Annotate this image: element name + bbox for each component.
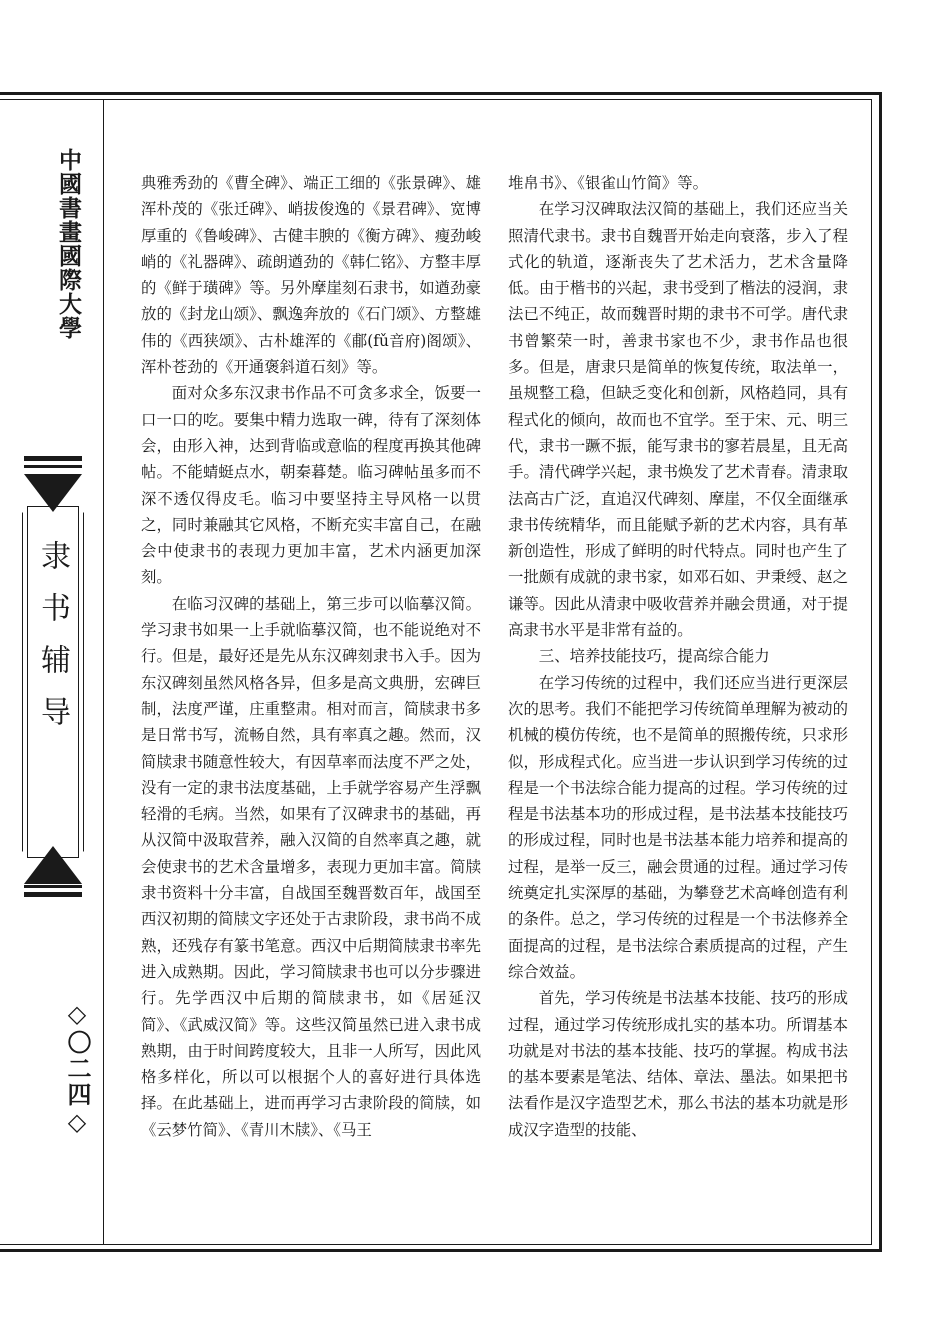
sidebar-divider	[103, 99, 104, 1245]
ornament-bar-top-thin	[24, 465, 82, 468]
section-heading: 三、培养技能技巧，提高综合能力	[538, 647, 770, 666]
paragraph: 典雅秀劲的《曹全碑》、端正工细的《张景碑》、雄浑朴茂的《张迁碑》、峭拔俊逸的《景君碑》、宽博厚重的《鲁峻碑》、古健丰腴的《衡方碑》、瘦劲峻峭的《礼器碑》、疏朗遒劲的《韩仁铭》、方整丰厚的《鲜于璜碑》等。另外摩崖刻石隶书，如遒劲豪放的《封龙山颂》、飘逸奔放的《石门颂》、方整雄伟的《西狭颂》、古朴雄浑的《郙(fǔ音府)阁颂》、浑朴苍劲的《开通褒斜道石刻》等。	[141, 174, 481, 377]
paragraph: 在学习传统的过程中，我们还应当进行更深层次的思考。我们不能把学习传统简单理解为被动的机械的模仿传统，也不是简单的照搬传统，只求形似，形成程式化。应当进一步认识到学习传统的过程是一个书法综合能力提高的过程。学习传统的过程是书法基本功的形成过程，是书法基本技能技巧的形成过程，同时也是书法基本能力培养和提高的过程，是举一反三，融会贯通的过程。通过学习传统奠定扎实深厚的基础，为攀登艺术高峰创造有利的条件。总之，学习传统的过程是一个书法修养全面提高的过程，是书法综合素质提高的过程，产生综合效益。	[508, 673, 848, 981]
ornament-bar-bottom-thin	[24, 885, 82, 888]
ornament-triangle-bottom	[24, 846, 82, 884]
paragraph: 面对众多东汉隶书作品不可贪多求全，饭要一口一口的吃。要集中精力选取一碑，待有了深刻体会，由形入神，达到背临或意临的程度再换其他碑帖。不能蜻蜓点水，朝秦暮楚。临习碑帖虽多而不深不透仅得皮毛。临习中要坚持主导风格一以贯之，同时兼融其它风格，不断充实丰富自己，在融会中使隶书的表现力更加丰富，艺术内涵更加深刻。	[141, 384, 481, 587]
page-number: ◇〇二四◇	[63, 1000, 91, 1138]
paragraph: 首先，学习传统是书法基本技能、技巧的形成过程，通过学习传统形成扎实的基本功。所谓基本功就是对书法的基本技能、技巧的掌握。构成书法的基本要素是笔法、结体、章法、墨法。如果把书法看作是汉字造型艺术，那么书法的基本功就是形成汉字造型的技能、	[508, 989, 848, 1139]
text-column-left	[141, 170, 481, 1143]
ornament-bar-top	[24, 456, 82, 461]
paragraph: 在临习汉碑的基础上，第三步可以临摹汉简。学习隶书如果一上手就临摹汉简，也不能说绝对不行。但是，最好还是先从东汉碑刻隶书入手。因为东汉碑刻虽然风格各异，但多是高文典册，宏碑巨制，法度严谨，庄重整肃。相对而言，简牍隶书多是日常书写，流畅自然，具有率真之趣。然而，汉简牍隶书随意性较大，有因草率而法度不严之处，没有一定的隶书法度基础，上手就学容易产生浮飘轻滑的毛病。当然，如果有了汉碑隶书的基础，再从汉简中汲取营养，融入汉简的自然率真之趣，就会使隶书的艺术含量增多，表现力更加丰富。简牍隶书资料十分丰富，自战国至魏晋数百年，战国至西汉初期的简牍文字还处于古隶阶段，隶书尚不成熟，还残存有篆书笔意。西汉中后期简牍隶书率先进入成熟期。因此，学习简牍隶书也可以分步骤进行。先学西汉中后期的简牍隶书，如《居延汉简》、《武威汉简》等。这些汉简虽然已进入隶书成熟期，由于时间跨度较大，且非一人所写，因此风格多样化，所以可以根据个人的喜好进行具体选择。在此基础上，进而再学习古隶阶段的简牍，如《云梦竹简》、《青川木牍》、《马王	[141, 594, 481, 1139]
paragraph: 堆帛书》、《银雀山竹简》等。	[508, 174, 709, 192]
paragraph: 在学习汉碑取法汉简的基础上，我们还应当关照清代隶书。隶书自魏晋开始走向衰落，步入了程式化的轨道，逐渐丧失了艺术活力，艺术含量降低。由于楷书的兴起，隶书受到了楷法的浸润，隶法已不纯正，故而魏晋时期的隶书不可学。唐代隶书曾繁荣一时，善隶书家也不少，隶书作品也很多。但是，唐隶只是简单的恢复传统，取法单一，虽规整工稳，但缺乏变化和创新，风格趋同，具有程式化的倾向，故而也不宜学。至于宋、元、明三代，隶书一蹶不振，能写隶书的寥若晨星，且无高手。清代碑学兴起，隶书焕发了艺术青春。清隶取法高古广泛，直追汉代碑刻、摩崖，不仅全面继承隶书传统精华，而且能赋予新的艺术内容，具有革新创造性，形成了鲜明的时代特点。同时也产生了一批颇有成就的隶书家，如邓石如、尹秉绶、赵之谦等。因此从清隶中吸收营养并融会贯通，对于提高隶书水平是非常有益的。	[508, 200, 848, 640]
text-column-right	[508, 170, 848, 1143]
ornament-bar-bottom	[24, 892, 82, 897]
university-title: 中國書畫國際大學	[55, 148, 81, 340]
book-title: 隶书辅导	[35, 540, 70, 748]
